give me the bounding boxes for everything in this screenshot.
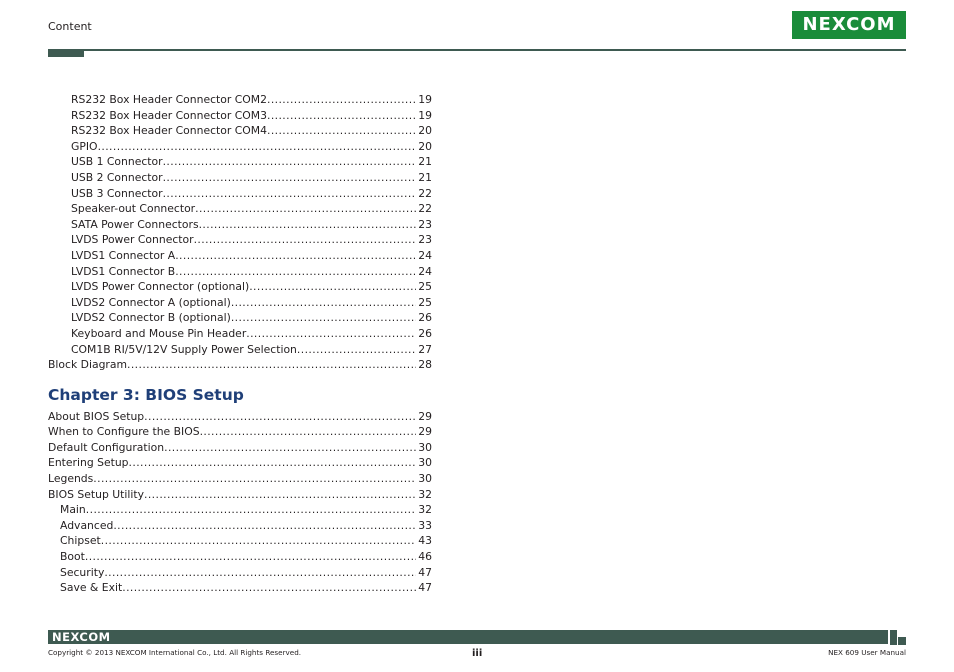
toc-entry-label: About BIOS Setup	[48, 409, 145, 423]
toc-leader-dots	[267, 108, 416, 124]
toc-leader-dots	[163, 186, 417, 202]
toc-leader-dots	[231, 310, 416, 326]
toc-entry-label: USB 3 Connector	[71, 186, 163, 200]
toc-leader-dots	[297, 342, 416, 358]
toc-entry[interactable]	[48, 533, 432, 549]
toc-leader-dots	[200, 424, 417, 440]
footer-bar	[48, 630, 888, 644]
toc-entry-label: LVDS Power Connector	[71, 233, 194, 247]
toc-entry-page: 26	[418, 326, 432, 340]
toc-entry-page: 23	[418, 233, 432, 247]
toc-entry-page: 19	[418, 93, 432, 106]
toc-entry-label: Keyboard and Mouse Pin Header	[71, 326, 247, 340]
toc-entry-page: 30	[418, 440, 432, 454]
toc-entry-page: 30	[418, 456, 432, 470]
toc-leader-dots	[86, 502, 416, 518]
toc-leader-dots	[163, 154, 417, 170]
footer-square-decoration	[898, 637, 906, 645]
toc-entry-page: 26	[418, 311, 432, 325]
toc-leader-dots	[163, 170, 417, 186]
footer-page-number: iii	[472, 648, 483, 659]
toc-leader-dots	[246, 326, 416, 342]
toc-connectors-list	[48, 92, 432, 357]
toc-entry-label: Advanced	[60, 518, 114, 532]
toc-entry-label: LVDS1 Connector A	[71, 248, 176, 262]
toc-entry[interactable]	[48, 565, 432, 581]
toc-entry-page: 29	[418, 425, 432, 439]
toc-entry-label: RS232 Box Header Connector COM4	[71, 124, 267, 138]
toc-entry-label: USB 2 Connector	[71, 170, 163, 184]
toc-entry[interactable]	[48, 409, 432, 425]
toc-leader-dots	[144, 409, 416, 425]
toc-entry[interactable]	[48, 139, 432, 155]
toc-entry[interactable]	[48, 264, 432, 280]
toc-entry-page: 20	[418, 139, 432, 153]
toc-leader-dots	[85, 549, 416, 565]
toc-entry-label: SATA Power Connectors	[71, 217, 199, 231]
toc-entry-label: LVDS1 Connector B	[71, 264, 176, 278]
toc-entry-page: 46	[418, 550, 432, 564]
toc-entry-label: Chipset	[60, 534, 101, 548]
toc-entry[interactable]	[48, 549, 432, 565]
toc-entry[interactable]	[48, 455, 432, 471]
toc-entry-page: 21	[418, 170, 432, 184]
toc-leader-dots	[98, 139, 417, 155]
footer-square-decoration	[890, 630, 897, 637]
toc-leader-dots	[195, 201, 416, 217]
toc-entry[interactable]	[48, 186, 432, 202]
toc-entry-page: 22	[418, 186, 432, 200]
toc-entry[interactable]	[48, 471, 432, 487]
toc-entry-page: 47	[418, 565, 432, 579]
toc-entry-page: 32	[418, 503, 432, 517]
toc-chapter3-sublist	[48, 502, 432, 596]
toc-leader-dots	[101, 533, 417, 549]
toc-entry-label: LVDS2 Connector A (optional)	[71, 295, 231, 309]
footer-square-decoration	[890, 637, 897, 645]
toc-entry-label: GPIO	[71, 139, 98, 153]
toc-leader-dots	[231, 295, 416, 311]
toc-entry-label: RS232 Box Header Connector COM2	[71, 93, 267, 106]
toc-entry-label: LVDS2 Connector B (optional)	[71, 311, 231, 325]
toc-entry[interactable]	[48, 295, 432, 311]
nexcom-logo-text: NEXCOM	[796, 14, 901, 36]
toc-entry-block-diagram[interactable]	[48, 357, 432, 373]
toc-entry-page: 22	[418, 202, 432, 216]
footer-copyright: Copyright © 2013 NEXCOM International Co., Ltd. All Rights Reserved.	[48, 648, 302, 657]
toc-entry[interactable]	[48, 326, 432, 342]
toc-entry[interactable]	[48, 440, 432, 456]
toc-entry-page: 25	[418, 280, 432, 294]
toc-entry-label: COM1B RI/5V/12V Supply Power Selection	[71, 342, 297, 356]
toc-leader-dots	[93, 471, 416, 487]
toc-entry-page: 28	[418, 358, 432, 372]
toc-entry-label: USB 1 Connector	[71, 155, 163, 169]
toc-entry-page: 21	[418, 155, 432, 169]
toc-entry[interactable]	[48, 248, 432, 264]
toc-entry-label: Entering Setup	[48, 456, 129, 470]
toc-entry-page: 25	[418, 295, 432, 309]
toc-entry[interactable]	[48, 518, 432, 534]
toc-entry-page: 30	[418, 472, 432, 486]
toc-leader-dots	[267, 92, 416, 108]
toc-entry-page: 47	[418, 581, 432, 595]
toc-entry-label: When to Configure the BIOS	[48, 425, 200, 439]
toc-entry-page: 23	[418, 217, 432, 231]
toc-leader-dots	[267, 123, 416, 139]
toc-chapter3-list	[48, 409, 432, 503]
toc-entry-page: 33	[418, 518, 432, 532]
toc-leader-dots	[127, 357, 416, 373]
toc-entry[interactable]	[48, 310, 432, 326]
toc-entry[interactable]	[48, 502, 432, 518]
toc-entry[interactable]	[48, 92, 432, 108]
footer-manual-title: NEX 609 User Manual	[828, 648, 906, 657]
toc-entry-label: Boot	[60, 550, 85, 564]
toc-entry-label: Default Configuration	[48, 440, 165, 454]
toc-entry-label: BIOS Setup Utility	[48, 487, 144, 501]
toc-entry-page: 32	[418, 487, 432, 501]
nexcom-logo	[792, 11, 906, 39]
toc-entry-page: 43	[418, 534, 432, 548]
toc-entry[interactable]	[48, 108, 432, 124]
toc-leader-dots	[199, 217, 417, 233]
toc-leader-dots	[104, 565, 416, 581]
footer-logo: NEXCOM	[52, 630, 111, 644]
toc-entry[interactable]	[48, 154, 432, 170]
toc-entry[interactable]	[48, 232, 432, 248]
toc-entry[interactable]	[48, 170, 432, 186]
toc-entry-page: 27	[418, 342, 432, 356]
toc-entry[interactable]	[48, 424, 432, 440]
toc-entry-label: Save & Exit	[60, 581, 123, 595]
toc-entry-page: 24	[418, 248, 432, 262]
toc-entry[interactable]	[48, 487, 432, 503]
toc-entry-label: Speaker-out Connector	[71, 202, 196, 216]
toc-leader-dots	[249, 279, 416, 295]
header-rule	[48, 49, 906, 51]
toc-entry[interactable]	[48, 342, 432, 358]
toc-entry-page: 20	[418, 124, 432, 138]
table-of-contents	[48, 92, 432, 596]
running-header-section: Content	[48, 20, 92, 33]
toc-leader-dots	[175, 248, 416, 264]
toc-leader-dots	[194, 232, 417, 248]
chapter-heading[interactable]: Chapter 3: BIOS Setup	[48, 385, 244, 404]
toc-leader-dots	[122, 580, 416, 596]
toc-entry-page: 24	[418, 264, 432, 278]
toc-entry-label: LVDS Power Connector (optional)	[71, 280, 250, 294]
toc-entry[interactable]	[48, 217, 432, 233]
toc-entry-label: Main	[60, 503, 86, 517]
toc-leader-dots	[144, 487, 416, 503]
toc-leader-dots	[113, 518, 416, 534]
toc-entry-label: Block Diagram	[48, 358, 127, 372]
toc-entry[interactable]	[48, 580, 432, 596]
toc-entry[interactable]	[48, 201, 432, 217]
toc-leader-dots	[164, 440, 416, 456]
toc-leader-dots	[175, 264, 416, 280]
toc-entry[interactable]	[48, 123, 432, 139]
toc-entry[interactable]	[48, 279, 432, 295]
toc-entry-label: Legends	[48, 472, 94, 486]
toc-leader-dots	[129, 455, 417, 471]
toc-entry-page: 19	[418, 108, 432, 122]
toc-entry-page: 29	[418, 409, 432, 423]
header-tab-accent	[48, 49, 84, 57]
toc-entry-label: Security	[60, 565, 105, 579]
toc-entry-label: RS232 Box Header Connector COM3	[71, 108, 267, 122]
